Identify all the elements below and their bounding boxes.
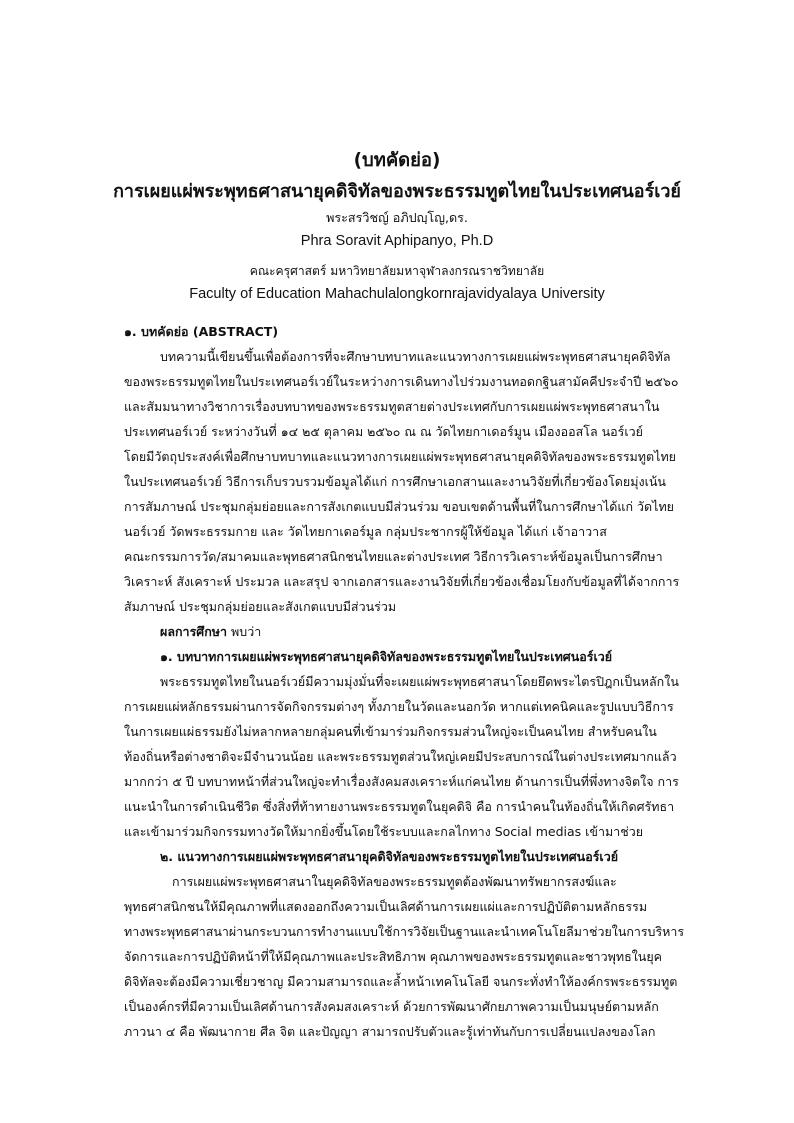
paragraph-line: โดยมีวัตถุประสงค์เพื่อศึกษาบทบาทและแนวทางการเผยแผ่พระพุทธศาสนายุคดิจิทัลของพระธรรมทูตไทย: [124, 449, 677, 464]
paragraph-line: การเผยแผ่หลักธรรมผ่านการจัดกิจกรรมต่างๆ ทั้งภายในวัดและนอกวัด หากแต่เทคนิคและรูปแบบวิธีการ: [124, 699, 674, 714]
paragraph-line: มากกว่า ๕ ปี บทบาทหน้าที่ส่วนใหญ่จะทำเรื่องสังคมสงเคราะห์แก่คนไทย ด้านการเป็นที่พึ่งทางจิตใจ การ: [124, 774, 679, 789]
paragraph-line: ของพระธรรมทูตไทยในประเทศนอร์เวย์ในระหว่างการเดินทางไปร่วมงานทอดกฐินสามัคคีประจำปี ๒๕๖๐: [124, 374, 679, 389]
paragraph-line: ดิจิทัลจะต้องมีความเชี่ยวชาญ มีความสามารถและล้ำหน้าเทคโนโลยี จนกระทั่งทำให้องค์กรพระธรรมทูต: [124, 974, 678, 989]
paragraph-line: และเข้ามาร่วมกิจกรรมทางวัดให้มากยิ่งขึ้นโดยใช้ระบบและกลไกทาง Social medias เข้ามาช่วย: [124, 824, 644, 839]
subsection-heading-role: ๑. บทบาทการเผยแผ่พระพุทธศาสนายุคดิจิทัลของพระธรรมทูตไทยในประเทศนอร์เวย์: [160, 649, 613, 664]
affiliation-thai: คณะครุศาสตร์ มหาวิทยาลัยมหาจุฬาลงกรณราชวิทยาลัย: [249, 264, 545, 278]
paragraph-line: พระธรรมทูตไทยในนอร์เวย์มีความมุ่งมั่นที่จะเผยแผ่พระพุทธศาสนาโดยยึดพระไตรปิฎกเป็นหลักใน: [160, 674, 679, 689]
paragraph-line: และสัมมนาทางวิชาการเรื่องบทบาทของพระธรรมทูตสายต่างประเทศกับการเผยแผ่พระพุทธศาสนาใน: [124, 399, 660, 414]
abstract-label: (บทคัดย่อ): [353, 150, 441, 171]
paragraph-line: ประเทศนอร์เวย์ ระหว่างวันที่ ๑๔ ๒๕ ตุลาคม ๒๕๖๐ ณ ณ วัดไทยกาเดอร์มูน เมืองออสโล นอร์เวย์: [124, 424, 643, 439]
paragraph-line: สัมภาษณ์ ประชุมกลุ่มย่อยและสังเกตแบบมีส่วนร่วม: [124, 599, 397, 614]
paragraph-line: ภาวนา ๔ คือ พัฒนากาย ศีล จิต และปัญญา สามารถปรับตัวและรู้เท่าทันกับการเปลี่ยนแปลงของโลก: [124, 1024, 656, 1039]
results-heading-rest: พบว่า: [227, 624, 262, 639]
paragraph-line: การเผยแผ่พระพุทธศาสนาในยุคดิจิทัลของพระธรรมทูตต้องพัฒนาทรัพยากรสงฆ์และ: [172, 874, 617, 889]
paper-title: การเผยแผ่พระพุทธศาสนายุคดิจิทัลของพระธรรมทูตไทยในประเทศนอร์เวย์: [113, 181, 681, 202]
author-name-english: Phra Soravit Aphipanyo, Ph.D: [300, 233, 494, 249]
results-heading: [160, 624, 261, 640]
paragraph-line: นอร์เวย์ วัดพระธรรมกาย และ วัดไทยกาเดอร์มูล กลุ่มประชากรผู้ให้ข้อมูล ได้แก่ เจ้าอาวาส: [124, 524, 607, 539]
paragraph-line: ในการเผยแผ่ธรรมยังไม่หลากหลายกลุ่มคนที่เข้ามาร่วมกิจกรรมส่วนใหญ่จะเป็นคนไทย สำหรับคนใน: [124, 724, 657, 739]
paragraph-line: การสัมภาษณ์ ประชุมกลุ่มย่อยและการสังเกตแบบมีส่วนร่วม ขอบเขตด้านพื้นที่ในการศึกษาได้แก่ วัดไทย: [124, 499, 675, 514]
paragraph-line: วิเคราะห์ สังเคราะห์ ประมวล และสรุป จากเอกสารและงานวิจัยที่เกี่ยวข้องเชื่อมโยงกับข้อมูลที่ได้จากการ: [124, 574, 680, 589]
subsection-heading-approach: ๒. แนวทางการเผยแผ่พระพุทธศาสนายุคดิจิทัลของพระธรรมทูตไทยในประเทศนอร์เวย์: [160, 849, 619, 864]
paragraph-line: พุทธศาสนิกชนให้มีคุณภาพที่แสดงออกถึงความเป็นเลิศด้านการเผยแผ่และการปฏิบัติตามหลักธรรม: [124, 899, 648, 914]
section-heading-abstract: ๑. บทคัดย่อ (ABSTRACT): [124, 324, 279, 339]
paragraph-line: ท้องถิ่นหรือต่างชาติจะมีจำนวนน้อย และพระธรรมทูตส่วนใหญ่เคยมีประสบการณ์ในต่างประเทศมากแล้ว: [124, 749, 677, 764]
paragraph-line: ทางพระพุทธศาสนาผ่านกระบวนการทำงานแบบใช้การวิจัยเป็นฐานและนำเทคโนโยลีมาช่วยในการบริหาร: [124, 924, 685, 939]
affiliation-english: Faculty of Education Mahachulalongkornrajavidyalaya University: [189, 286, 605, 302]
paragraph-line: แนะนำในการดำเนินชีวิต ซึ่งสิ่งที่ท้าทายงานพระธรรมทูตในยุคดิจิ คือ การนำคนในท้องถิ่นให้เกิดศรัทธา: [124, 799, 675, 814]
paragraph-line: คณะกรรมการวัด/สมาคมและพุทธศาสนิกชนไทยและต่างประเทศ วิธีการวิเคราะห์ข้อมูลเป็นการศึกษา: [124, 549, 663, 564]
paragraph-line: เป็นองค์กรที่มีความเป็นเลิศด้านการสังคมสงเคราะห์ ด้วยการพัฒนาศักยภาพความเป็นมนุษย์ตามหลัก: [124, 999, 659, 1014]
paragraph-line: จัดการและการปฏิบัติหน้าที่ให้มีคุณภาพและประสิทธิภาพ คุณภาพของพระธรรมทูตและชาวพุทธในยุค: [124, 949, 663, 964]
paragraph-line: บทความนี้เขียนขึ้นเพื่อต้องการที่จะศึกษาบทบาทและแนวทางการเผยแผ่พระพุทธศาสนายุคดิจิทัล: [160, 349, 671, 364]
results-heading-bold: ผลการศึกษา: [160, 624, 228, 639]
paragraph-line: ในประเทศนอร์เวย์ วิธีการเก็บรวบรวมข้อมูลได้แก่ การศึกษาเอกสานและงานวิจัยที่เกี่ยวข้องโดยมุ่งเน้น: [124, 474, 666, 489]
author-name-thai: พระสรวิชญ์ อภิปญฺโญ,ดร.: [326, 210, 468, 225]
